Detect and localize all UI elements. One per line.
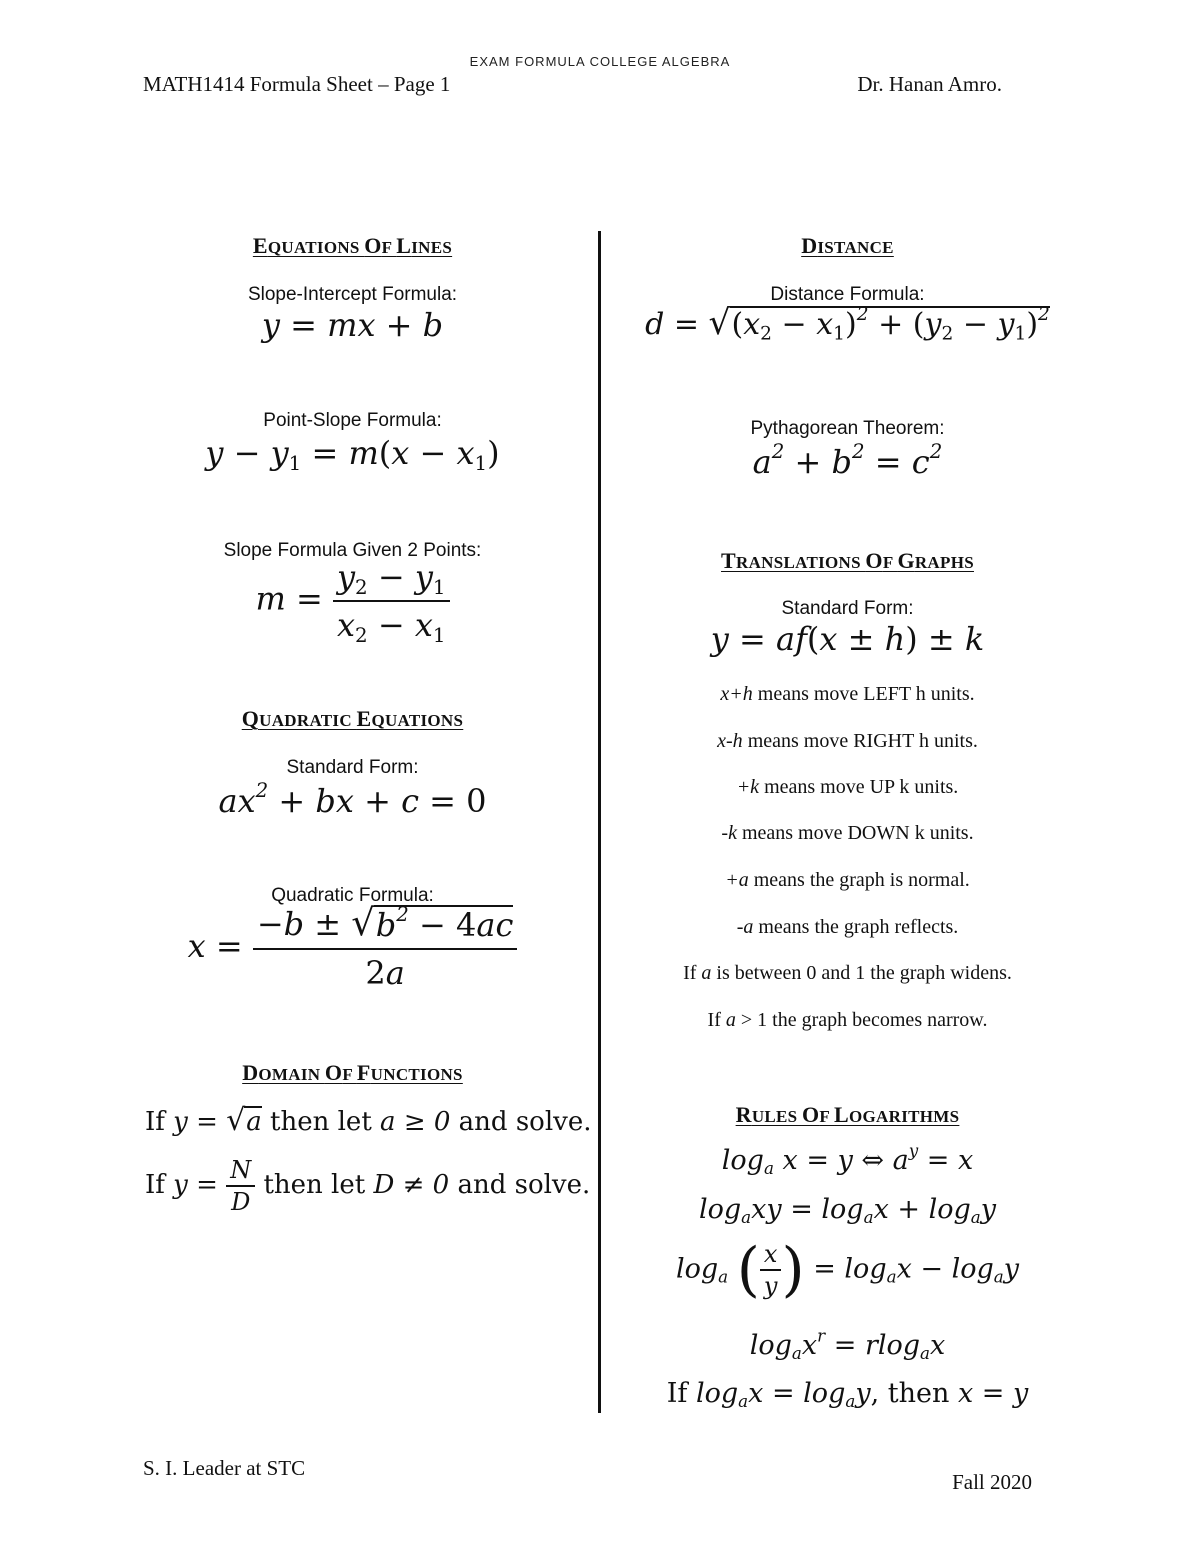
pythagorean-label: Pythagorean Theorem: bbox=[750, 418, 945, 439]
point-slope-label: Point-Slope Formula: bbox=[263, 410, 442, 431]
square-root-icon: √ $(x_2 - x_1)^2 + (y_2 - y_1)^2$ bbox=[708, 303, 1050, 345]
rule-term: x+h bbox=[720, 683, 753, 705]
section-title-text: TRANSLATIONS OF GRAPHS bbox=[721, 548, 974, 573]
domain-rule-end: and solve. bbox=[457, 1170, 591, 1200]
rule-term: a bbox=[725, 1009, 736, 1031]
n-over-d-fraction: $\frac{N}{D}$ bbox=[226, 1156, 255, 1216]
square-root-icon: √ $b^2 - 4ac$ bbox=[351, 901, 514, 944]
slope-intercept-label: Slope-Intercept Formula: bbox=[247, 284, 458, 305]
translation-rule-3 bbox=[620, 776, 1075, 799]
square-root-icon: √ a bbox=[226, 1103, 262, 1138]
section-title-translations-of-graphs bbox=[620, 548, 1075, 574]
log-rule-equality: If $\log_ax = \log_ay$, then x = y bbox=[666, 1378, 1029, 1412]
distance-formula: d = √ $(x_2 - x_1)^2 + (y_2 - y_1)^2$ bbox=[645, 303, 1050, 345]
translation-rule-8 bbox=[620, 1009, 1075, 1032]
domain-rule-end: and solve. bbox=[458, 1107, 592, 1137]
rule-text: means move LEFT h units. bbox=[752, 683, 975, 705]
rule-term: x-h bbox=[717, 730, 743, 752]
rule-prefix: If bbox=[683, 962, 702, 984]
rule-term: -a bbox=[736, 916, 754, 938]
quadratic-standard-label: Standard Form: bbox=[286, 757, 419, 778]
rule-text: means move DOWN k units. bbox=[736, 822, 974, 844]
rule-text: means the graph is normal. bbox=[748, 869, 970, 891]
point-slope-formula: $y - y_1 = m(x - x_1)$ bbox=[205, 434, 500, 475]
rule-text: means move UP k units. bbox=[759, 776, 959, 798]
quadratic-formula-label: Quadratic Formula: bbox=[271, 885, 434, 906]
translation-rule-5 bbox=[620, 869, 1075, 892]
translation-rule-4 bbox=[620, 822, 1075, 845]
slope-two-points-label: Slope Formula Given 2 Points: bbox=[223, 540, 482, 561]
rule-term: -k bbox=[721, 822, 737, 844]
log-rule-quotient: $\log_a$ ( $\frac{x}{y}$ ) = $\log_ax - \log_ay$ bbox=[675, 1235, 1020, 1305]
footer-left: S. I. Leader at STC bbox=[143, 1456, 306, 1480]
distance-formula-label: Distance Formula: bbox=[770, 284, 925, 305]
log-rule-power: $\log_ax^r = rlog_ax$ bbox=[749, 1325, 946, 1364]
quadratic-formula: x = −b ± √ $b^2 - 4ac$ 2a bbox=[135, 905, 570, 992]
translation-standard-formula: y = af(x ± h) ± k bbox=[710, 620, 985, 658]
section-title-text: RULES OF LOGARITHMS bbox=[735, 1102, 960, 1127]
translation-rule-7 bbox=[620, 962, 1075, 985]
rule-text: means the graph reflects. bbox=[753, 916, 959, 938]
log-rule-product: $\log_axy = \log_ax + \log_ay$ bbox=[698, 1194, 997, 1228]
domain-rule-condition: D ≠ 0 bbox=[373, 1170, 450, 1200]
slope-two-points-formula: m = $\frac{y_2 - y_1}{x_2 - x_1}$ bbox=[135, 558, 570, 644]
footer-right: Fall 2020 bbox=[952, 1470, 1032, 1494]
log-rule-then: , then bbox=[870, 1378, 950, 1409]
x-over-y-fraction: $\frac{x}{y}$ bbox=[760, 1240, 782, 1300]
section-title-domain-of-functions bbox=[135, 1060, 570, 1086]
header-author: Dr. Hanan Amro. bbox=[857, 72, 1002, 96]
rule-text: means move RIGHT h units. bbox=[742, 730, 978, 752]
section-title-equations-of-lines bbox=[135, 233, 570, 259]
slope-intercept-formula: y = mx + b bbox=[261, 306, 444, 344]
column-divider bbox=[598, 231, 601, 1413]
section-title-distance bbox=[620, 233, 1075, 259]
header-course-title: MATH1414 Formula Sheet – Page 1 bbox=[143, 72, 451, 96]
section-title-text: QUADRATIC EQUATIONS bbox=[241, 706, 464, 731]
log-rule-if: If bbox=[666, 1378, 688, 1409]
domain-rule-fraction: If y = $\frac{N}{D}$ then let D ≠ 0 and solve. bbox=[145, 1156, 591, 1216]
domain-rule-then: then let bbox=[263, 1170, 366, 1200]
domain-rule-then: then let bbox=[270, 1107, 372, 1137]
rule-term: a bbox=[701, 962, 712, 984]
quadratic-fraction: −b ± √ $b^2 - 4ac$ 2a bbox=[253, 905, 518, 992]
pythagorean-formula: $a^2 + b^2 = c^2$ bbox=[752, 440, 943, 481]
section-title-quadratic-equations bbox=[135, 706, 570, 732]
right-column bbox=[620, 0, 1075, 1553]
translation-rule-2 bbox=[620, 730, 1075, 753]
section-title-text: DISTANCE bbox=[801, 233, 894, 258]
translation-rule-6 bbox=[620, 916, 1075, 939]
rule-text: > 1 the graph becomes narrow. bbox=[735, 1009, 988, 1031]
domain-rule-if: If bbox=[145, 1170, 165, 1200]
rule-term: +a bbox=[725, 869, 749, 891]
slope-fraction: $\frac{y_2 - y_1}{x_2 - x_1}$ bbox=[333, 558, 450, 644]
rule-term: +k bbox=[736, 776, 760, 798]
left-column bbox=[135, 0, 592, 1553]
rule-text: is between 0 and 1 the graph widens. bbox=[711, 962, 1012, 984]
log-rule-definition: $\log_a x = y$ ⇔ $a^y = x$ bbox=[721, 1140, 974, 1179]
translation-standard-label: Standard Form: bbox=[781, 598, 914, 619]
translation-rule-1 bbox=[620, 683, 1075, 706]
section-title-text: EQUATIONS OF LINES bbox=[252, 233, 453, 258]
rule-prefix: If bbox=[707, 1009, 726, 1031]
document-top-label: EXAM FORMULA COLLEGE ALGEBRA bbox=[469, 54, 731, 69]
domain-rule-if: If bbox=[145, 1107, 165, 1137]
domain-rule-condition: a ≥ 0 bbox=[380, 1107, 451, 1137]
section-title-text: DOMAIN OF FUNCTIONS bbox=[242, 1060, 463, 1085]
section-title-rules-of-logarithms bbox=[620, 1102, 1075, 1128]
domain-rule-sqrt: If y = √ a then let a ≥ 0 and solve. bbox=[145, 1103, 592, 1138]
quadratic-standard-formula: $ax^2$ + bx + c = 0 bbox=[218, 779, 487, 820]
